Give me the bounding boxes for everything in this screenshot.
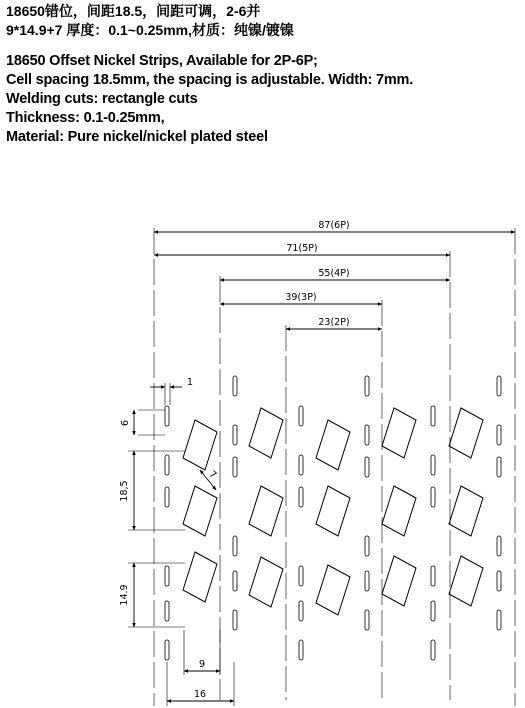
width-label-3p: 39(3P) (285, 292, 317, 303)
chinese-title-line-1: 18650错位，间距18.5，间距可调，2-6并 (6, 3, 261, 19)
diamond-pad (183, 486, 217, 536)
strip-width-dimension (200, 469, 218, 490)
diamond-pad (316, 565, 350, 615)
welding-slot (299, 566, 303, 586)
welding-slot (233, 571, 237, 591)
cut-length-label: 6 (120, 419, 131, 427)
welding-slot (497, 457, 501, 477)
pad-height-dimension (119, 563, 185, 627)
welding-slot (365, 571, 369, 591)
pad-height-label: 14.9 (119, 584, 130, 606)
width-label-6p: 87(6P) (318, 220, 350, 231)
diamond-pad (449, 486, 483, 536)
diamond-pads (183, 408, 483, 615)
diamond-pad (316, 420, 350, 470)
width-dimension-6p (154, 220, 515, 232)
width-dimension-2p (286, 317, 382, 329)
welding-slot (431, 640, 435, 660)
welding-slot (497, 376, 501, 396)
chinese-title-line-2: 9*14.9+7 厚度：0.1~0.25mm,材质：纯镍/镀镍 (6, 22, 294, 38)
cut-width-label: 1 (186, 377, 194, 388)
diamond-pad (316, 486, 350, 536)
diamond-pad (382, 486, 416, 536)
pad-width-dimension (184, 630, 220, 675)
description-line-spacing: Cell spacing 18.5mm, the spacing is adjustable. Width: 7mm. (6, 72, 414, 88)
pitch-dimension (119, 451, 185, 530)
welding-slot (431, 487, 435, 507)
welding-slot (165, 566, 169, 586)
diamond-pad (183, 552, 217, 602)
width-dimension-3p (220, 292, 382, 304)
welding-slot (165, 406, 169, 426)
diamond-pad (249, 486, 283, 536)
column-width-label: 16 (193, 689, 207, 700)
welding-slot (299, 640, 303, 660)
welding-slot (431, 455, 435, 475)
diamond-pad (183, 420, 217, 470)
diamond-pad (449, 408, 483, 458)
width-dimension-4p (220, 268, 450, 280)
welding-slot (431, 601, 435, 621)
diamond-pad (382, 556, 416, 606)
diamond-pad (249, 408, 283, 458)
welding-slot (233, 425, 237, 445)
cut-length-dimension (120, 410, 165, 435)
description-line-welding-cuts: Welding cuts: rectangle cuts (6, 91, 198, 107)
welding-slot (365, 536, 369, 556)
strip-width-label: 7 (206, 468, 219, 482)
width-label-4p: 55(4P) (318, 268, 350, 279)
width-dimension-5p (154, 243, 450, 255)
welding-slot (365, 610, 369, 630)
welding-slot (299, 487, 303, 507)
cut-width-dimension (150, 377, 193, 405)
diamond-pad (382, 408, 416, 458)
welding-slot (165, 640, 169, 660)
pitch-label: 18,5 (119, 480, 130, 502)
welding-slot (233, 376, 237, 396)
welding-slot (497, 425, 501, 445)
width-label-5p: 71(5P) (286, 243, 318, 254)
welding-slot (431, 566, 435, 586)
welding-slot (365, 425, 369, 445)
description-line-material: Material: Pure nickel/nickel plated steel (6, 129, 268, 145)
welding-slot (497, 536, 501, 556)
welding-slot (233, 457, 237, 477)
welding-slot (299, 601, 303, 621)
pad-width-label: 9 (198, 659, 206, 670)
welding-slot (165, 487, 169, 507)
welding-slot (233, 610, 237, 630)
description-line-thickness: Thickness: 0.1-0.25mm, (6, 110, 165, 126)
welding-slot (165, 455, 169, 475)
width-label-2p: 23(2P) (318, 317, 350, 328)
welding-slot (431, 406, 435, 426)
welding-slot (233, 536, 237, 556)
welding-slot (497, 571, 501, 591)
welding-slot (365, 457, 369, 477)
diamond-pad (449, 556, 483, 606)
diamond-pad (249, 557, 283, 607)
description-line-product: 18650 Offset Nickel Strips, Available for 2P-6P; (6, 53, 318, 69)
welding-slot (165, 601, 169, 621)
welding-slot (365, 376, 369, 396)
welding-slot (299, 455, 303, 475)
welding-slot (299, 406, 303, 426)
welding-slot (497, 610, 501, 630)
